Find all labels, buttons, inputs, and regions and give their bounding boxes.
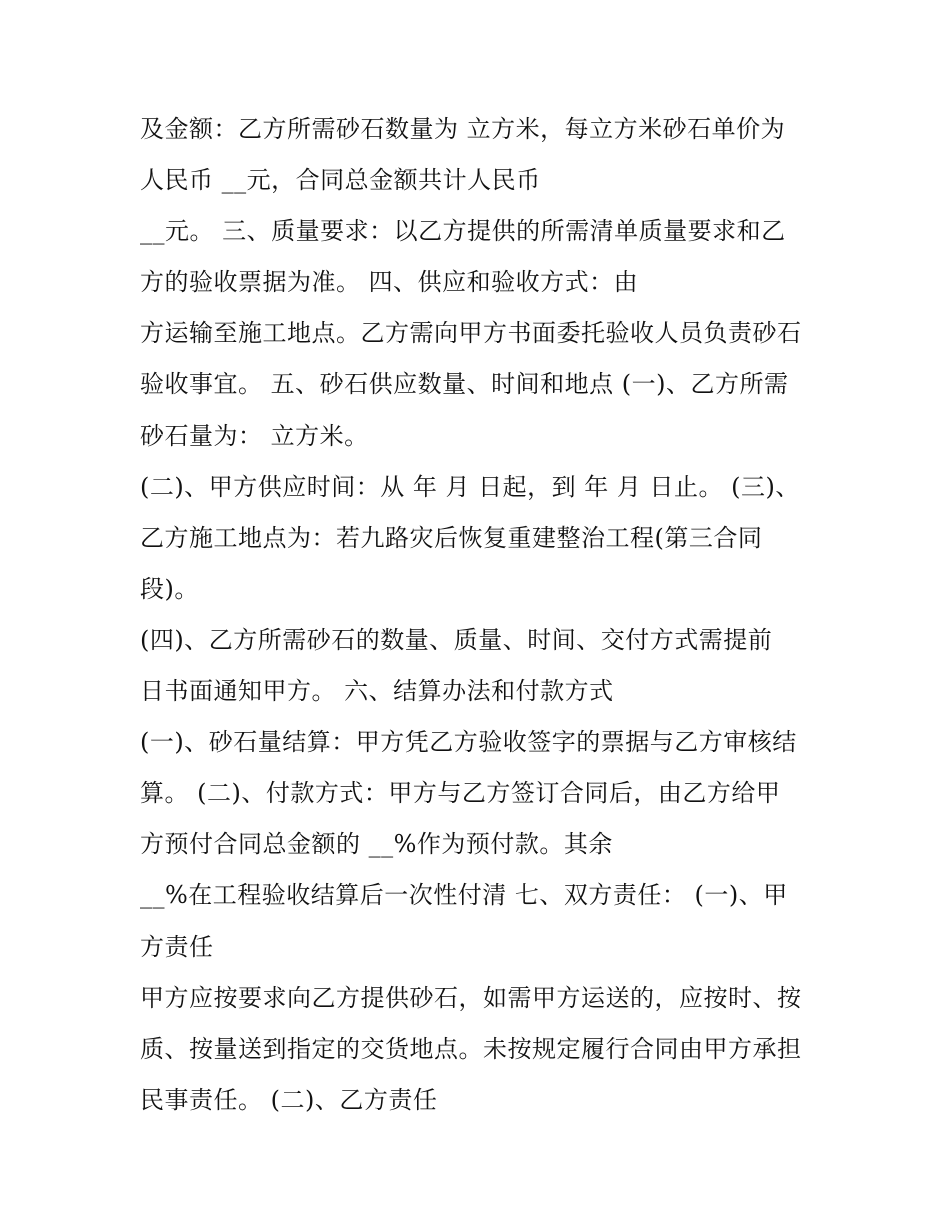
text-line: 砂石量为： 立方米。	[140, 421, 369, 450]
text-line: 及金额：乙方所需砂石数量为 立方米，每立方米砂石单价为	[140, 115, 786, 143]
text-line: 段)。	[140, 574, 199, 603]
document-body	[140, 104, 830, 1126]
text-line: 甲方应按要求向乙方提供砂石，如需甲方运送的，应按时、按	[140, 983, 802, 1012]
text-line: 方预付合同总金额的 __%作为预付款。其余	[140, 830, 613, 859]
text-line: 方责任	[140, 932, 214, 961]
text-line: 人民币 __元，合同总金额共计人民币	[140, 166, 541, 195]
text-line: __元。 三、质量要求：以乙方提供的所需清单质量要求和乙	[140, 217, 786, 246]
text-line: 日书面通知甲方。 六、结算办法和付款方式	[140, 677, 614, 706]
text-line: (一)、砂石量结算：甲方凭乙方验收签字的票据与乙方审核结	[140, 728, 797, 757]
text-line: 方运输至施工地点。乙方需向甲方书面委托验收人员负责砂石	[140, 319, 802, 348]
text-line: 质、按量送到指定的交货地点。未按规定履行合同由甲方承担	[140, 1034, 802, 1063]
text-line: 方的验收票据为准。 四、供应和验收方式：由	[140, 268, 639, 297]
text-line: __%在工程验收结算后一次性付清 七、双方责任： (一)、甲	[140, 881, 788, 910]
text-line: (四)、乙方所需砂石的数量、质量、时间、交付方式需提前	[140, 625, 773, 654]
text-line: (二)、甲方供应时间：从 年 月 日起，到 年 月 日止。 (三)、	[140, 472, 800, 501]
text-line: 民事责任。 (二)、乙方责任	[140, 1085, 438, 1114]
text-line: 验收事宜。 五、砂石供应数量、时间和地点 (一)、乙方所需	[140, 370, 789, 399]
text-line: 乙方施工地点为：若九路灾后恢复重建整治工程(第三合同	[140, 523, 763, 552]
text-line: 算。 (二)、付款方式：甲方与乙方签订合同后，由乙方给甲	[140, 779, 781, 808]
